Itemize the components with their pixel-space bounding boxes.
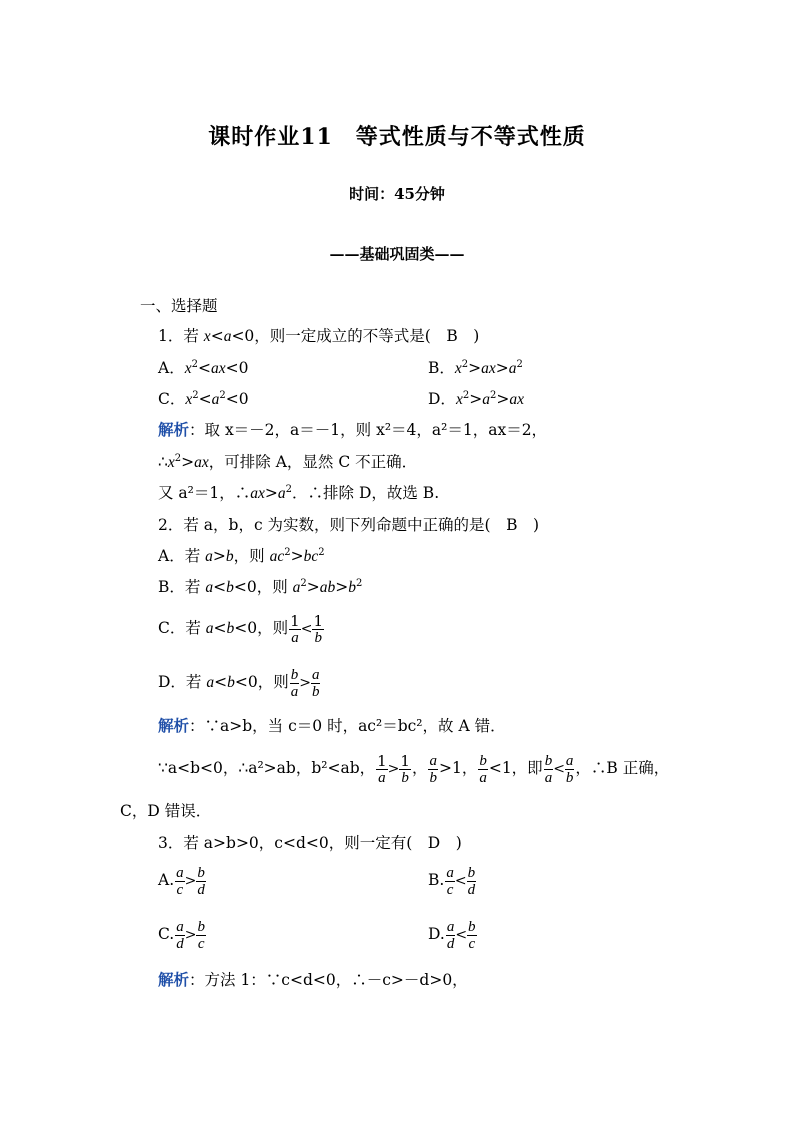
section-heading: ——基础巩固类——	[329, 245, 465, 263]
page-title: 课时作业11 等式性质与不等式性质	[208, 124, 586, 150]
question-1-stem: 1．若 x<a<0，则一定成立的不等式是( B )	[158, 327, 480, 345]
q1-solution-line-3: 又 a²＝1，$\therefore ax>a^2$．∴排除 D，故选 B.	[158, 484, 440, 502]
question-3-stem: 3．若 a>b>0，c<d<0，则一定有( D )	[158, 834, 462, 852]
q2-option-a: A．若 a>b，则 $ac^2>bc^2$	[158, 547, 325, 565]
q2-option-d: D．若 a<b<0，则 $\frac{b}{a}$ > $\frac{a}{b}$	[158, 666, 320, 700]
q2-solution-line-2: ∵a<b<0，∴a²>ab，b²<ab， $\frac{1}{a}$ > $\frac{1}{b}$ ， $\frac{a}{b}$ >1， $\frac{b}{a}$ <1，即 $\frac{b}{a}$ < $\frac{a}{b}$ ，∴B 正确，	[158, 751, 670, 786]
q3-option-a: A. $\frac{a}{c}$ > $\frac{b}{d}$	[158, 864, 205, 898]
q1-solution-line-2: $\therefore x^2>ax$，可排除 A，显然 C 不正确．	[158, 453, 418, 471]
q2-option-c: C．若 a<b<0，则 $\frac{1}{a}$ < $\frac{1}{b}$	[158, 611, 323, 646]
q2-solution-line-3: C，D 错误．	[120, 802, 212, 820]
q3-option-d: D. $\frac{a}{d}$ < $\frac{b}{c}$	[428, 918, 476, 952]
question-2-stem: 2．若 a，b，c 为实数，则下列命题中正确的是( B )	[158, 516, 540, 534]
q1-option-a: A．$x^2<ax<0$	[158, 359, 249, 377]
time-limit: 时间：45分钟	[349, 185, 445, 203]
part-heading: 一、选择题	[140, 297, 218, 315]
q3-option-b: B. $\frac{a}{c}$ < $\frac{b}{d}$	[428, 864, 476, 898]
q1-option-d: D．$x^2>a^2>ax$	[428, 390, 524, 408]
q1-solution-line-1: 解析：取 x＝－2，a＝－1，则 x²＝4，a²＝1，ax＝2，	[158, 420, 548, 439]
q1-option-c: C．$x^2<a^2<0$	[158, 390, 249, 408]
q1-option-b: B．$x^2>ax>a^2$	[428, 359, 523, 377]
q3-option-c: C. $\frac{a}{d}$ > $\frac{b}{c}$	[158, 918, 205, 952]
q2-solution-line-1: 解析：∵a>b，当 c＝0 时，ac²＝bc²，故 A 错．	[158, 716, 506, 735]
q2-option-b: B．若 a<b<0，则 $a^2>ab>b^2$	[158, 578, 363, 596]
q3-solution-line-1: 解析：方法 1：∵c<d<0，∴－c>－d>0，	[158, 970, 468, 989]
